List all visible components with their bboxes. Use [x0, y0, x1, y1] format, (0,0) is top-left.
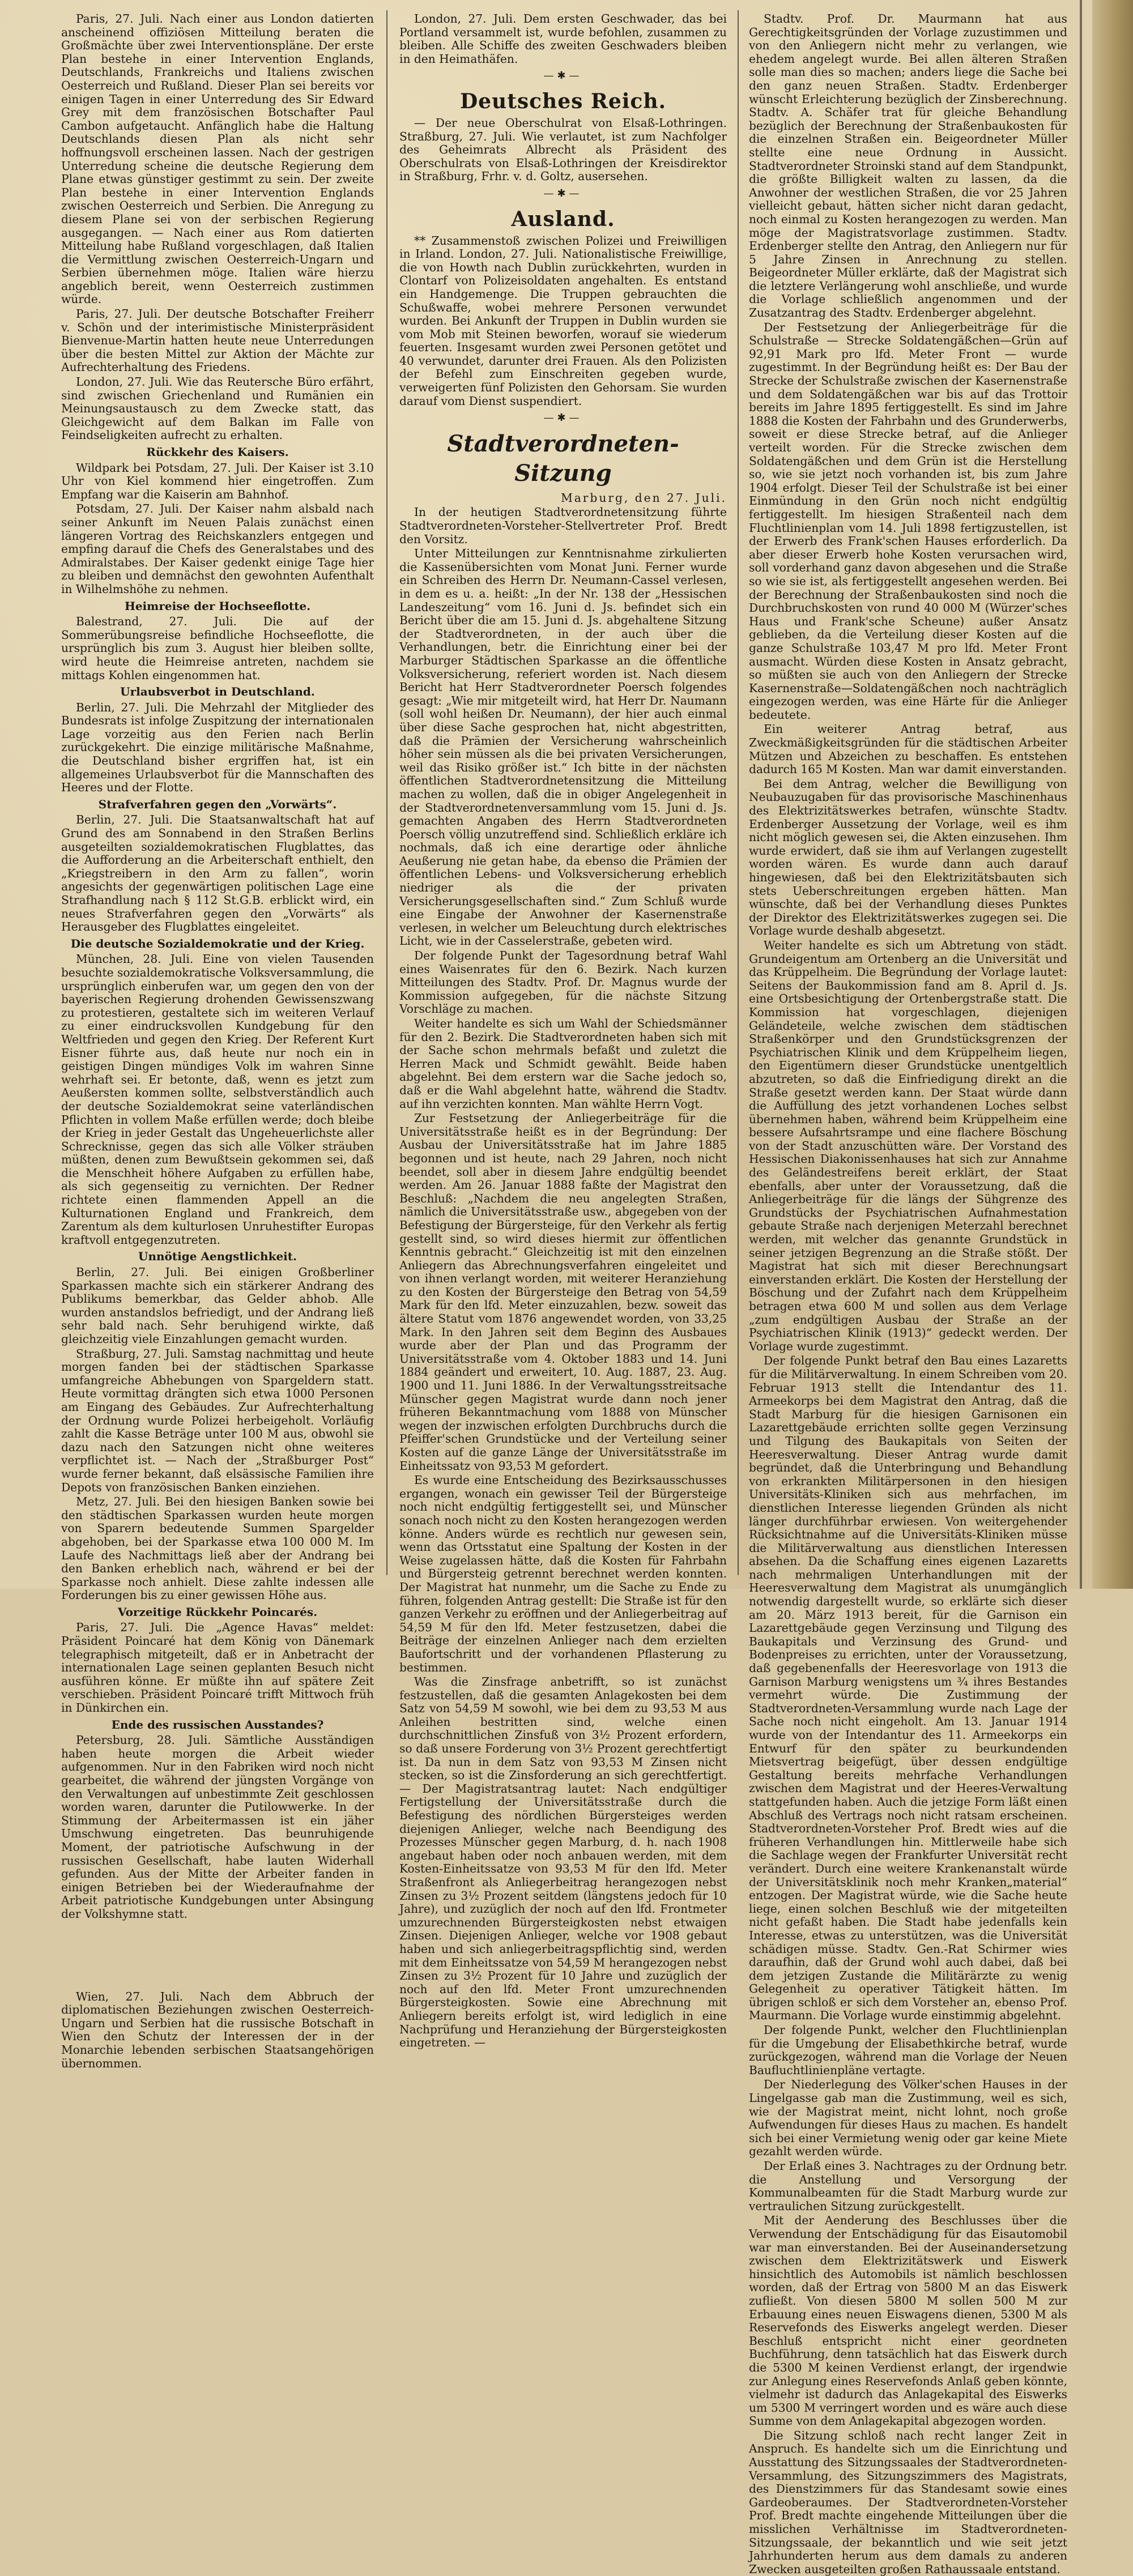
- article-paragraph: Weiter handelte es sich um Wahl der Schiedsmänner für den 2. Bezirk. Die Stadtverordneten haben sich mit der Sache schon mehrmals befaßt und zuletzt die Herren Mack und Schmidt gewählt. Beide haben abgelehnt. Bei dem erstern war die Sache jedoch so, daß er die Wahl abgelehnt hatte, während die Stadtv. auf ihn verzichten konnten. Man wählte Herrn Vogt.: [399, 1017, 727, 1111]
- article-paragraph: Berlin, 27. Juli. Bei einigen Großberliner Sparkassen machte sich ein stärkerer Andrang des Publikums bemerkbar, das Gelder abhob. Alle wurden anstandslos befriedigt, und der Andrang ließ sehr bald nach. Sehr beruhigend wirkte, daß gleichzeitig viele Einzahlungen gemacht wurden.: [61, 1265, 374, 1346]
- article-paragraph: Der Niederlegung des Völker'schen Hauses in der Lingelgasse gab man die Zustimmung, weil es sich, wie der Magistrat meint, nicht lohnt, noch große Aufwendungen für dieses Haus zu machen. Es handelt sich bei einer Vermietung wenig oder gar keine Miete gezahlt werden würde.: [749, 2078, 1067, 2159]
- column-2: [399, 12, 727, 2050]
- spacer: [61, 1922, 374, 1990]
- section-title-ausland: Ausland.: [511, 207, 615, 231]
- article-paragraph: London, 27. Juli. Wie das Reutersche Büro erfährt, sind zwischen Griechenland und Rumänien ein Meinungsaustausch zu dem Zwecke statt, das Gleichgewicht auf dem Balkan im Falle von Feindseligkeiten aufrecht zu erhalten.: [61, 375, 374, 442]
- article-paragraph: Der folgende Punkt, welcher den Fluchtlinienplan für die Umgebung der Elisabethkirche betraf, wurde zurückgezogen, während man die Vorlage der Neuen Baufluchtlinienpläne vertagte.: [749, 2023, 1067, 2077]
- article-paragraph: Ein weiterer Antrag betraf, aus Zweckmäßigkeitsgründen für die städtischen Arbeiter Mützen und Abzeichen zu beschaffen. Es entstehen dadurch 165 M Kosten. Man war damit einverstanden.: [749, 722, 1067, 777]
- article-paragraph: Potsdam, 27. Juli. Der Kaiser nahm alsbald nach seiner Ankunft im Neuen Palais zunächst einen längeren Vortrag des Reichskanzlers entgegen und empfing darauf die Chefs des Generalstabes und des Admiralstabes. Der Kaiser gedenkt einige Tage hier zu bleiben und demnächst den gewohnten Aufenthalt in Wilhelmshöhe zu nehmen.: [61, 502, 374, 596]
- article-paragraph: Paris, 27. Juli. Der deutsche Botschafter Freiherr v. Schön und der interimistische Ministerpräsident Bienvenue-Martin hatten heute neue Unterredungen über die besten Mittel zur Aktion der Mächte zur Aufrechterhaltung des Friedens.: [61, 307, 374, 374]
- article-paragraph: Die Sitzung schloß nach recht langer Zeit in Anspruch. Es handelte sich um die Einrichtung und Ausstattung des Sitzungssaales der Stadtverordneten-Versammlung, des Sitzungszimmers des Magistrats, des Dienstzimmers für das Standesamt sowie eines Gardeoberaumes. Der Stadtverordneten-Vorsteher Prof. Bredt machte eingehende Mitteilungen über die misslichen Verhältnisse im Stadtverordneten-Sitzungssaale, der bekanntlich und wie seit jetzt Jahrhunderten herum aus dem damals zu anderen Zwecken ausgeteilten großen Rathaussaale entstand.: [749, 2428, 1067, 2576]
- column-rule: [386, 10, 387, 1575]
- separator-ornament: —✱—: [543, 70, 583, 82]
- section-heading: Unnötige Aengstlichkeit.: [138, 1249, 297, 1264]
- article-paragraph: Stadtv. Prof. Dr. Maurmann hat aus Gerechtigkeitsgründen der Vorlage zuzustimmen und von den Anliegern nicht mehr zu verlangen, wie ehedem angelegt wurde. Bei allen älteren Straßen solle man dies so machen; anders liege die Sache bei den ganz neuen Straßen. Stadtv. Erdenberger wünscht Erleichterung bezüglich der Zinsberechnung. Stadtv. A. Schäfer trat für gleiche Behandlung bezüglich der Berechnung der Straßenbaukosten für die einzelnen Straßen ein. Beigeordneter Müller stellte eine neue Ordnung in Aussicht. Stadtverordneter Stroinski stand auf dem Standpunkt, die größte Billigkeit walten zu lassen, da die Anwohner der westlichen Straßen, die vor 25 Jahren vielleicht gebaut, hätten sicher nicht daran gedacht, noch einmal zu Kosten herangezogen zu werden. Man möge der Magistratsvorlage zustimmen. Stadtv. Erdenberger stellte den Antrag, den Anliegern nur für 5 Jahre Zinsen in Anrechnung zu stellen. Beigeordneter Müller erklärte, daß der Magistrat sich die letztere Verlängerung wohl anschließe, und wurde die Vorlage schließlich angenommen und der Zusatzantrag des Stadtv. Erdenberger abgelehnt.: [749, 12, 1067, 320]
- section-heading: Vorzeitige Rückkehr Poincarés.: [117, 1605, 318, 1619]
- section-heading: Die deutsche Sozialdemokratie und der Krieg.: [70, 936, 365, 950]
- column-1: [61, 12, 374, 2070]
- article-title-stadtverordneten-sitzung: Stadtverordneten-Sitzung: [447, 430, 679, 487]
- article-paragraph: Berlin, 27. Juli. Die Mehrzahl der Mitglieder des Bundesrats ist infolge Zuspitzung der internationalen Lage vorzeitig aus den Ferien nach Berlin zurückgekehrt. Die einzige militärische Maßnahme, die Deutschland bisher ergriffen hat, ist ein allgemeines Urlaubsverbot für die Mannschaften des Heeres und der Flotte.: [61, 700, 374, 795]
- article-paragraph: In der heutigen Stadtverordnetensitzung führte Stadtverordneten-Vorsteher-Stellvertreter Prof. Bredt den Vorsitz.: [399, 505, 727, 546]
- article-paragraph: Der folgende Punkt betraf den Bau eines Lazaretts für die Militärverwaltung. In einem Schreiben vom 20. Februar 1913 stellt die Intendantur des 11. Armeekorps bei dem Magistrat den Antrag, daß die Stadt Marburg für die hiesigen Garnisonen ein Lazarettgebäude errichten sollte gegen Verzinsung und Tilgung des Baukapitals von Seiten der Heeresverwaltung. Dieser Antrag wurde damit begründet, daß die Unterbringung und Behandlung von erkrankten Militärpersonen in den hiesigen Universitäts-Kliniken sich aus mehrfachen, im dienstlichen Interesse liegenden Gründen als nicht länger durchführbar erwiesen. Von weitergehender Rücksichtnahme auf die Universitäts-Kliniken müsse die Militärverwaltung aus dienstlichen Interessen absehen. Da die Schaffung eines eigenen Lazaretts nach mehrmaligen Unterhandlungen mit der Heeresverwaltung dem Magistrat als unumgänglich notwendig dargestellt wurde, so erklärte sich dieser am 20. März 1913 bereit, für die Garnison ein Lazarettgebäude gegen Verzinsung und Tilgung des Baukapitals und Verzinsung des Grund- und Bodenpreises zu errichten, unter der Voraussetzung, daß gegebenenfalls der Heeresvorlage von 1913 die Garnison Marburg wenigstens um ¾ ihres Bestandes vermehrt würde. Die Zustimmung der Stadtverordneten-Versammlung wurde nach Lage der Sache noch nicht eingeholt. Am 13. Januar 1914 wurde von der Intendantur des 11. Armeekorps ein Entwurf für den später zu beurkundenden Mietsvertrag beigefügt, über dessen endgültige Gestaltung bereits mehrfache Verhandlungen zwischen dem Magistrat und der Heeres-Verwaltung stattgefunden haben. Auch die jetzige Form läßt einen Abschluß des Vertrags noch nicht ratsam erscheinen. Stadtverordneten-Vorsteher Prof. Bredt wies auf die früheren Verhandlungen hin. Mittlerweile habe sich die Sachlage wegen der Frankfurter Universität recht verändert. Durch eine weitere Krankenanstalt würde der Universitätsklinik noch mehr Kranken„material“ entzogen. Der Magistrat würde, wie die Sache heute liege, einen solchen Beschluß wie der mitgeteilten nicht gefaßt haben. Die Stadt habe jedenfalls kein Interesse, etwas zu unterstützen, was die Universität schädigen müsse. Stadtv. Gen.-Rat Schirmer wies daraufhin, daß der Grund wohl auch dabei, daß bei dem jetzigen Zustande die Militärärzte zu wenig Gelegenheit zu operativer Tätigkeit hätten. Im übrigen schloß er sich dem Vorsteher an, ebenso Prof. Maurmann. Die Vorlage wurde einstimmig abgelehnt.: [749, 1354, 1067, 2023]
- article-paragraph: Weiter handelte es sich um Abtretung von städt. Grundeigentum am Ortenberg an die Universität und das Krüppelheim. Die Begründung der Vorlage lautet: Seitens der Baukommission fand am 8. April d. Js. eine Ortsbesichtigung der Ortenbergstraße statt. Die Kommission hat vorgeschlagen, diejenigen Geländeteile, welche zwischen dem städtischen Straßenkörper und den Grundstücksgrenzen der Psychiatrischen Klinik und dem Krüppelheim liegen, den Eigentümern dieser Grundstücke unentgeltlich abzutreten, so daß die Einfriedigung direkt an die Straße gesetzt werden kann. Der Staat würde dann die Auffüllung des jetzt vorhandenen Loches selbst übernehmen haben, während beim Krüppelheim eine bessere Aufsahrtsrampe und eine flachere Böschung von der Stadt anzuschütten wäre. Der Vorstand des Hessischen Diakonissenhauses hat sich zur Annahme des Geländestreifens bereit erklärt, der Staat ebenfalls, aber unter der Voraussetzung, daß die Anliegerbeiträge für die längs der Sühgrenze des Grundstücks der Psychiatrischen Aufnahmestation gebaute Straße nach derjenigen Meterzahl berechnet werden, mit welcher das genannte Grundstück in seiner jetzigen Begrenzung an die Straße stößt. Der Magistrat hat sich mit dieser Berechnungsart einverstanden erklärt. Die Kosten der Herstellung der Böschung und der Zufahrt nach dem Krüppelheim betragen etwa 600 M und sollen aus dem Verlage „zum endgültigen Ausbau der Straße an der Psychiatrischen Klinik (1913)“ gedeckt werden. Der Vorlage wurde zugestimmt.: [749, 938, 1067, 1353]
- article-paragraph: Der folgende Punkt der Tagesordnung betraf Wahl eines Waisenrates für den 6. Bezirk. Nach kurzen Mitteilungen des Stadtv. Prof. Dr. Magnus wurde der Kommission aufgegeben, für die nächste Sitzung Vorschläge zu machen.: [399, 949, 727, 1016]
- adjacent-page-strip: [1092, 0, 1133, 1589]
- section-heading: Urlaubsverbot in Deutschland.: [120, 685, 315, 699]
- article-paragraph: Paris, 27. Juli. Die „Agence Havas“ meldet: Präsident Poincaré hat dem König von Dänemark telegraphisch mitgeteilt, daß er in Anbetracht der internationalen Lage seinen geplanten Besuch nicht ausführen könne. Er müßte ihn auf spätere Zeit verschieben. Präsident Poincaré trifft Mittwoch früh in Dünkirchen ein.: [61, 1620, 374, 1715]
- article-paragraph: Unter Mitteilungen zur Kenntnisnahme zirkulierten die Kassenübersichten vom Monat Juni. Ferner wurde ein Schreiben des Herrn Dr. Neumann-Cassel verlesen, in dem es u. a. heißt: „In der Nr. 138 der „Hessischen Landeszeitung“ vom 16. Juni d. Js. befindet sich ein Bericht über die am 15. Juni d. Js. abgehaltene Sitzung der Stadtverordneten, in der auch über die Verhandlungen, betr. die Einrichtung einer bei der Marburger Städtischen Sparkasse an die öffentliche Volksversicherung, referiert worden ist. Nach diesem Bericht hat Herr Stadtverordneter Poersch folgendes gesagt: „Wie mir mitgeteilt wird, hat Herr Dr. Naumann (soll wohl heißen Dr. Neumann), der hier auch einmal über diese Sache gesprochen hat, nicht abgestritten, daß die Prämien der Versicherung wahrscheinlich höher sein müssen als die bei privaten Versicherungen, weil das Risiko größer ist.“ Ich bitte in der nächsten öffentlichen Stadtverordnetensitzung die Mitteilung machen zu wollen, daß die in obiger Angelegenheit in der Stadtverordnetenversammlung vom 15. Juni d. Js. gemachten Angaben des Herrn Stadtverordneten Poersch völlig unzutreffend sind. Schließlich erkläre ich nochmals, daß ich eine derartige oder ähnliche Aeußerung nie getan habe, da ebenso die Prämien der öffentlichen Lebens- und Volksversicherung erheblich niedriger als die der privaten Versicherungsgesellschaften sind.“ Zum Schluß wurde eine Eingabe der Anwohner der Kasernenstraße verlesen, in welcher um Beleuchtung durch elektrisches Licht, wie in der Casselerstraße, gebeten wird.: [399, 547, 727, 948]
- section-heading: Rückkehr des Kaisers.: [146, 445, 289, 459]
- separator-ornament: —✱—: [543, 187, 583, 199]
- article-paragraph: Paris, 27. Juli. Nach einer aus London datierten anscheinend offiziösen Mitteilung beraten die Großmächte über zwei Interventionspläne. Der erste Plan bestehe in einer Intervention Englands, Deutschlands, Frankreichs und Italiens zwischen Oesterreich und Rußland. Dieser Plan sei bereits vor einigen Tagen in einer Unterredung des Sir Edward Grey mit dem französischen Botschafter Paul Cambon aufgetaucht. Anfänglich habe die Haltung Deutschlands diesen Plan als nicht sehr hoffnungsvoll erscheinen lassen. Nach der gestrigen Unterredung scheine die deutsche Regierung dem Plane etwas günstiger gestimmt zu sein. Der zweite Plan bestehe in einer Intervention Englands zwischen Oesterreich und Serbien. Die Anregung zu diesem Plane sei von der serbischen Regierung ausgegangen. — Nach einer aus Rom datierten Mitteilung habe Rußland vorgeschlagen, daß Italien die Vermittlung zwischen Oesterreich-Ungarn und Serbien übernehmen möge. Italien wäre hierzu angeblich bereit, wenn Oesterreich zustimmen würde.: [61, 12, 374, 306]
- section-title-deutsches-reich: Deutsches Reich.: [459, 89, 667, 113]
- article-paragraph: Es wurde eine Entscheidung des Bezirksausschusses ergangen, wonach ein gewisser Teil der Bürgersteige noch nicht endgültig fertiggestellt sei, und Münscher sonach noch nicht zu den Kosten herangezogen werden könne. Anders würde es rechtlich nur gewesen sein, wenn das Ortsstatut eine Spaltung der Kosten in der Weise zugelassen hätte, daß die Kosten für Fahrbahn und Bürgersteig getrennt berechnet werden konnten. Der Magistrat hat nunmehr, um die Sache zu Ende zu führen, folgenden Antrag gestellt: Die Straße ist für den ganzen Verkehr zu eröffnen und der Anliegerbeitrag auf 54,59 M für den lfd. Meter festzusetzen, dabei die Beiträge der einzelnen Anlieger nach dem erzielten Baufortschritt und der vorhandenen Pflasterung zu bestimmen.: [399, 1473, 727, 1674]
- article-paragraph: Metz, 27. Juli. Bei den hiesigen Banken sowie bei den städtischen Sparkassen wurden heute morgen von Sparern bedeutende Summen Spargelder abgehoben, bei der Sparkasse etwa 100 000 M. Im Laufe des Nachmittags ließ aber der Andrang bei den Banken erheblich nach, während er bei der Sparkasse noch anhielt. Diese zahlte indessen alle Forderungen bis zu einer gewissen Höhe aus.: [61, 1495, 374, 1602]
- page-fold-edge: [1080, 0, 1082, 1589]
- section-heading: Ende des russischen Ausstandes?: [111, 1717, 324, 1731]
- article-paragraph: Der Festsetzung der Anliegerbeiträge für die Schulstraße — Strecke Soldatengäßchen—Grün auf 92,91 Mark pro lfd. Meter Front — wurde zugestimmt. In der Begründung heißt es: Der Bau der Strecke der Schulstraße zwischen der Kasernenstraße und dem Soldatengäßchen war bis auf das Trottoir bereits im Jahre 1895 fertiggestellt. Es sind im Jahre 1888 die Kosten der Fahrbahn und des Grunderwerbs, soweit er diese Strecke betraf, auf die Anlieger verteilt worden. Für die Strecke zwischen dem Soldatengäßchen und dem Grün ist die Herstellung so, wie sie jetzt noch vorhanden ist, bis zum Jahre 1904 erfolgt. Dieser Teil der Schulstraße ist bei einer Einmündung in den Grün noch nicht endgültig fertiggestellt. Im hiesigen Straßenteil nach dem Fluchtlinienplan vom 14. Juli 1898 fertigzustellen, ist der Erwerb des Frank'schen Hauses erforderlich. Da aber dieser Erwerb hohe Kosten verursachen wird, soll vorderhand ganz davon abgesehen und die Straße so wie sie ist, als fertiggestellt angesehen werden. Bei der Berechnung der Straßenbaukosten sind noch die Durchbruchskosten von rund 40 000 M (Würzer'sches Haus und Frank'sche Scheune) außer Ansatz geblieben, da die Verteilung dieser Kosten auf die ganze Schulstraße 103,47 M pro lfd. Meter Front ausmacht. Würden diese Kosten in Ansatz gebracht, so müßten sie auch von den Anliegern der Strecke Kasernenstraße—Soldatengäßchen noch nachträglich eingezogen werden, was eine Härte für die Anlieger bedeutete.: [749, 320, 1067, 722]
- article-paragraph: München, 28. Juli. Eine von vielen Tausenden besuchte sozialdemokratische Volksversammlung, die ursprünglich einberufen war, um gegen den von der bayerischen Regierung drohenden Gewissenszwang zu protestieren, gestaltete sich im weiteren Verlauf zu einer eindrucksvollen Kundgebung für den Weltfrieden und gegen den Krieg. Der Referent Kurt Eisner führte aus, daß heute nur noch ein in geistigen Dingen mündiges Volk im wahren Sinne wehrhaft sei. Er betonte, daß, wenn es jetzt zum Aeußersten kommen sollte, selbstverständlich auch der deutsche Sozialdemokrat seine vaterländischen Pflichten in vollem Maße erfüllen werde; doch bleibe der Krieg in jeder Gestalt das Ungeheuerlichste aller Schrecknisse, gegen das sich alle Völker sträuben müßten, denen zum Bewußtsein gekommen sei, daß die Menschheit höhere Aufgaben zu erfüllen habe, als sich gegenseitig zu vernichten. Der Redner richtete einen flammenden Appell an die Kulturnationen England und Frankreich, dem Zarentum als dem kulturlosen Unruhestifter Europas kraftvoll entgegenzutreten.: [61, 952, 374, 1247]
- article-dateline: Marburg, den 27. Juli.: [561, 491, 727, 505]
- article-paragraph: Berlin, 27. Juli. Die Staatsanwaltschaft hat auf Grund des am Sonnabend in den Straßen Berlins ausgeteilten sozialdemokratischen Flugblattes, das die Aufforderung an die Arbeiterschaft enthielt, den „Kriegstreibern in den Arm zu fallen“, worin angesichts der gegenwärtigen politischen Lage eine Strafhandlung nach § 112 St.G.B. erblickt wird, ein neues Strafverfahren gegen den „Vorwärts“ als Herausgeber des Flugblattes eingeleitet.: [61, 813, 374, 934]
- column-3: [749, 12, 1067, 2576]
- article-paragraph: ** Zusammenstoß zwischen Polizei und Freiwilligen in Irland. London, 27. Juli. Nationalistische Freiwillige, die von Howth nach Dublin zurückkehrten, wurden in Clontarf von Polizeisoldaten angehalten. Es entstand ein Handgemenge. Die Truppen gebrauchten die Schußwaffe, wobei mehrere Personen verwundet wurden. Bei Ankunft der Truppen in Dublin wurden sie vom Mob mit Steinen beworfen, worauf sie wiederum feuerten. Insgesamt wurden zwei Personen getötet und 40 verwundet, darunter drei Frauen. Als den Polizisten der Befehl zum Einschreiten gegeben wurde, verweigerten fünf Polizisten den Gehorsam. Sie wurden darauf vom Dienst suspendiert.: [399, 233, 727, 408]
- article-paragraph: Was die Zinsfrage anbetrifft, so ist zunächst festzustellen, daß die gesamten Anlagekosten bei dem Satz von 54,59 M sowohl, wie bei dem zu 93,53 M aus Anleihen bestritten sind, welche einen durchschnittlichen Zinsfuß von 3½ Prozent erfordern, so daß unsere Forderung von 3½ Prozent gerechtfertigt ist. Da nun in dem Satz von 93,53 M Zinsen nicht stecken, so ist die Zinsforderung an sich gerechtfertigt. — Der Magistratsantrag lautet: Nach endgültiger Fertigstellung der Universitätsstraße durch die Befestigung des nördlichen Bürgersteiges werden diejenigen Anlieger, welche nach Beendigung des Prozesses Münscher gegen Marburg, d. h. nach 1908 angebaut haben oder noch anbauen werden, mit dem Kosten-Einheitssatze von 93,53 M für den lfd. Meter Straßenfront als Anliegerbeitrag herangezogen nebst Zinsen zu 3½ Prozent seitdem (längstens jedoch für 10 Jahre), und zuzüglich der noch auf den lfd. Frontmeter umzurechnenden Bürgersteigkosten nebst etwaigen Zinsen. Diejenigen Anlieger, welche vor 1908 gebaut haben und sich anliegerbeitragspflichtig sind, werden mit dem Einheitssatze von 54,59 M herangezogen nebst Zinsen zu 3½ Prozent für 10 Jahre und zuzüglich der noch auf den lfd. Meter Front umzurechnenden Bürgersteigkosten. Sowie eine Abrechnung mit Anliegern bereits erfolgt ist, wird lediglich in eine Nachprüfung und Heranziehung der Bürgersteigkosten eingetreten. —: [399, 1675, 727, 2050]
- separator-ornament: —✱—: [543, 412, 583, 424]
- article-paragraph: Wildpark bei Potsdam, 27. Juli. Der Kaiser ist 3.10 Uhr von Kiel kommend hier eingetroffen. Zum Empfang war die Kaiserin am Bahnhof.: [61, 460, 374, 501]
- article-paragraph: London, 27. Juli. Dem ersten Geschwader, das bei Portland versammelt ist, wurde befohlen, zusammen zu bleiben. Alle Schiffe des zweiten Geschwaders bleiben in den Heimathäfen.: [399, 12, 727, 66]
- article-paragraph: Straßburg, 27. Juli. Samstag nachmittag und heute morgen fanden bei der städtischen Sparkasse umfangreiche Abhebungen von Spargeldern statt. Heute vormittag drängten sich etwa 1000 Personen am Eingang des Gebäudes. Zur Aufrechterhaltung der Ordnung wurde Polizei herbeigeholt. Vorläufig zahlt die Kasse Beträge unter 100 M aus, obwohl sie dazu nach den Satzungen nicht ohne weiteres verpflichtet ist. — Nach der „Straßburger Post“ wurde ferner bekannt, daß elsässische Familien ihre Depots von französischen Banken einziehen.: [61, 1346, 374, 1494]
- article-paragraph: Bei dem Antrag, welcher die Bewilligung von Neubauzugaben für das provisorische Maschinenhaus des Elektrizitätswerkes betrafen, wünschte Stadtv. Erdenberger Aussetzung der Vorlage, weil es ihm nicht möglich gewesen sei, die Akten einzusehen. Ihm wurde erwidert, daß sie ihm auf Verlangen zugestellt worden wären. Es wurde dann auch darauf hingewiesen, daß bei den Elektrizitätsbauten sich stets Ueberschreitungen ergeben hätten. Man wünschte, daß bei der Verhandlung dieses Punktes der Direktor des Elektrizitätswerkes zugegen sei. Die Vorlage wurde deshalb abgesetzt.: [749, 777, 1067, 938]
- article-paragraph: Der Erlaß eines 3. Nachtrages zu der Ordnung betr. die Anstellung und Versorgung der Kommunalbeamten für die Stadt Marburg wurde zur vertraulichen Sitzung zurückgestellt.: [749, 2159, 1067, 2213]
- column-rule: [738, 10, 739, 1575]
- article-paragraph: Zur Festsetzung der Anliegerbeiträge für die Universitätsstraße heißt es in der Begründung: Der Ausbau der Universitätsstraße hat im Jahre 1885 begonnen und ist heute, nach 29 Jahren, noch nicht beendet, soll aber in diesem Jahre endgültig beendet werden. Am 26. Januar 1888 faßte der Magistrat den Beschluß: „Nachdem die neu angelegten Straßen, nämlich die Universitätsstraße usw., abgegeben von der Befestigung der Bürgersteige, für den Verkehr als fertig gestellt sind, so wird dieses hiermit zur öffentlichen Kenntnis gebracht.“ Gleichzeitig ist mit den einzelnen Anliegern das Abrechnungsverfahren eingeleitet und von ihnen verlangt worden, mit weiterer Heranziehung zu den Kosten der Bürgersteige den Betrag von 54,59 Mark für den lfd. Meter einzuzahlen, bezw. soweit das ältere Statut vom 1876 angewendet worden, von 33,25 Mark. In den Jahren seit dem Beginn des Ausbaues wurde aber der Plan und das Programm der Universitätsstraße vom 4. Oktober 1883 und 14. Juni 1884 geändert und erweitert, 10. Aug. 1887, 23. Aug. 1900 und 11. Juni 1886. In der Verwaltungsstreitsache Münscher gegen Magistrat wurde dann noch jener früheren Bekanntmachung vom 1888 von Münscher wegen der inzwischen erfolgten Durchbruchs durch die Pfeiffer'schen Grundstücke und der Verteilung seiner Kosten auf die ganze Länge der Universitätsstraße im Einheitssatz von 93,53 M gefordert.: [399, 1111, 727, 1473]
- article-paragraph: Wien, 27. Juli. Nach dem Abbruch der diplomatischen Beziehungen zwischen Oesterreich-Ungarn und Serbien hat die russische Botschaft in Wien den Schutz der Interessen der in der Monarchie lebenden serbischen Staatsangehörigen übernommen.: [61, 1989, 374, 2070]
- article-paragraph: Mit der Aenderung des Beschlusses über die Verwendung der Entschädigung für das Eisautomobil war man einverstanden. Bei der Auseinandersetzung zwischen dem Elektrizitätswerk und Eiswerk hinsichtlich des Automobils ist nämlich beschlossen worden, daß der Ertrag von 5800 M an das Eiswerk zufließt. Von diesen 5800 M sollen 500 M zur Erbauung eines neuen Eiswagens dienen, 5300 M als Reservefonds des Eiswerks angelegt werden. Dieser Beschluß entspricht nicht einer geordneten Buchführung, denn tatsächlich hat das Eiswerk durch die 5300 M keinen Verdienst erlangt, der irgendwie zur Anlegung eines Reservefonds Anlaß geben könnte, vielmehr ist dadurch das Anlagekapital des Eiswerks um 5300 M verringert worden und es wäre auch diese Summe von dem Anlagekapital abgezogen worden.: [749, 2214, 1067, 2428]
- article-paragraph: Balestrand, 27. Juli. Die auf der Sommerübungsreise befindliche Hochseeflotte, die ursprünglich bis zum 3. August hier bleiben sollte, wird heute die Heimreise antreten, nachdem sie mittags Kohlen eingenommen hat.: [61, 615, 374, 682]
- section-heading: Strafverfahren gegen den „Vorwärts“.: [98, 797, 337, 811]
- section-heading: Heimreise der Hochseeflotte.: [124, 599, 311, 613]
- article-paragraph: Petersburg, 28. Juli. Sämtliche Ausständigen haben heute morgen die Arbeit wieder aufgenommen. Nur in den Fabriken wird noch nicht gearbeitet, die während der jüngsten Vorgänge von den Verwaltungen auf unbestimmte Zeit geschlossen worden waren, darunter die Putilowwerke. In der Stimmung der Arbeitermassen ist ein jäher Umschwung eingetreten. Das beunruhigende Moment, der patriotische Aufschwung in der russischen Gesellschaft, habe lauten Widerhall gefunden. Aus der Mitte der Arbeiter fanden in einigen Betrieben bei der Wiederaufnahme der Arbeit patriotische Kundgebungen unter Absingung der Volkshymne statt.: [61, 1733, 374, 1921]
- article-paragraph: — Der neue Oberschulrat von Elsaß-Lothringen. Straßburg, 27. Juli. Wie verlautet, ist zum Nachfolger des Geheimrats Albrecht als Präsident des Oberschulrats von Elsaß-Lothringen der Kreisdirektor in Straßburg, Frhr. v. d. Goltz, ausersehen.: [399, 116, 727, 184]
